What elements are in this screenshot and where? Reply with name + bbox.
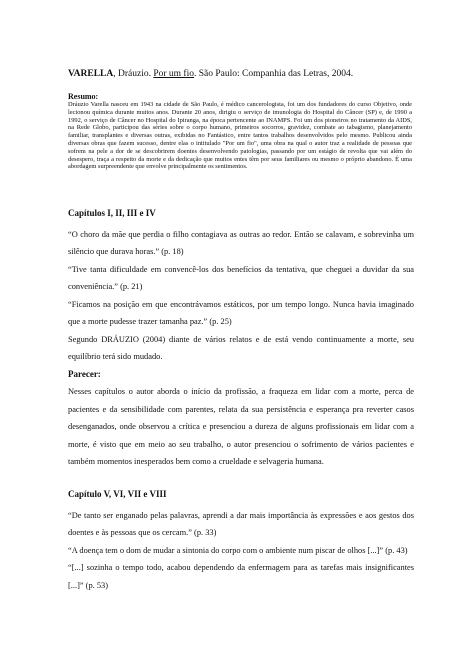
section-chapters-5-8 <box>68 486 414 594</box>
section-heading: Capítulo V, VI, VII e VIII <box>68 489 167 499</box>
bibliographic-reference <box>68 68 413 80</box>
quote-paragraph: “Tive tanta dificuldade em convencê-los dos benefícios da tentativa, que cheguei a duvidar da sua conveniência.” (p. 21) <box>68 264 414 291</box>
note-paragraph: Segundo DRÁUZIO (2004) diante de vários relatos e de está vendo continuamente a morte, seu equilíbrio terá sido mudado. <box>68 334 414 361</box>
resumo-text: Dráuzio Varella nasceu em 1943 na cidade de São Paulo, é médico cancerologista, foi um dos fundadores do curso Objetivo, onde lecionou química durante muitos anos. Durante 20 anos, dirigiu o serviço de imunologia do Hospital do Câncer (SP) e, de 1990 a 1992, o serviço de Câncer no Hospital do Ipiranga, na época pertencente ao INAMPS. Foi um dos pioneiros no tratamento da AIDS, na Rede Globo, participou das séries sobre o corpo humano, primeiros socorros, gravidez, combate ao tabagismo, planejamento familiar, transplantes e diversas outras, exibidas no Fantástico, entre tantos trabalhos desenvolvidos pelo mesmo. Publicou ainda diversas obras que fazem sucesso, dentre elas o intitulado "Por um fio", uma obra na qual o autor traz a realidade de pessoas que sofrem na pele a dor de se descobrirem doentes desenvolvendo patologias, passando por um estágio de revolta que vai além do desespero, traça a respeito da morte e da dedicação que muitos entes têm por seus familiares ou mesmo o próprio abandono. É uma abordagem surpreendente que envolve principalmente os sentimentos. <box>68 101 412 171</box>
parecer-paragraph: Nesses capítulos o autor aborda o início da profissão, a fraqueza em lidar com a morte, perca de pacientes e da sensibilidade com parentes, relata da sua persistência e esperança pra reverter casos desenganados, onde observou a crítica e presenciou a dureza de alguns profissionais em lidar com a morte, é visto que em meio ao seu trabalho, o autor presenciou o sofrimento de vários pacientes e também momentos inesperados bem como a crueldade e selvageria humana. <box>68 387 414 466</box>
quote-paragraph: “[...] sozinha o tempo todo, acabou dependendo da enfermagem para as tarefas mais insignificantes [...]” (p. 53) <box>68 563 414 590</box>
section-chapters-1-4 <box>68 205 414 471</box>
quote-paragraph: “De tanto ser enganado pelas palavras, aprendi a dar mais importância às expressões e aos gestos dos doentes e às pessoas que os cercam.” (p. 33) <box>68 510 414 537</box>
publication-info: . São Paulo: Companhia das Letras, 2004. <box>193 69 354 79</box>
author-first-name: , Dráuzio. <box>113 69 154 79</box>
quote-paragraph: “A doença tem o dom de mudar a sintonia do corpo com o ambiente num piscar de olhos [...]” (p. 43) <box>68 545 408 555</box>
parecer-heading: Parecer: <box>68 368 101 379</box>
section-heading: Capítulos I, II, III e IV <box>68 208 156 218</box>
book-title: Por um fio <box>153 69 194 79</box>
resumo-heading: Resumo: <box>68 92 99 101</box>
quote-paragraph: “Ficamos na posição em que encontrávamos estáticos, por um tempo longo. Nunca havia imaginado que a morte pudesse trazer tamanha paz.” (p. 25) <box>68 299 414 326</box>
quote-paragraph: “O choro da mãe que perdia o filho contagiava as outras ao redor. Então se calavam, e sobrevinha um silêncio que durava horas.” (p. 18) <box>68 229 414 256</box>
author-last-name: VARELLA <box>68 69 114 79</box>
